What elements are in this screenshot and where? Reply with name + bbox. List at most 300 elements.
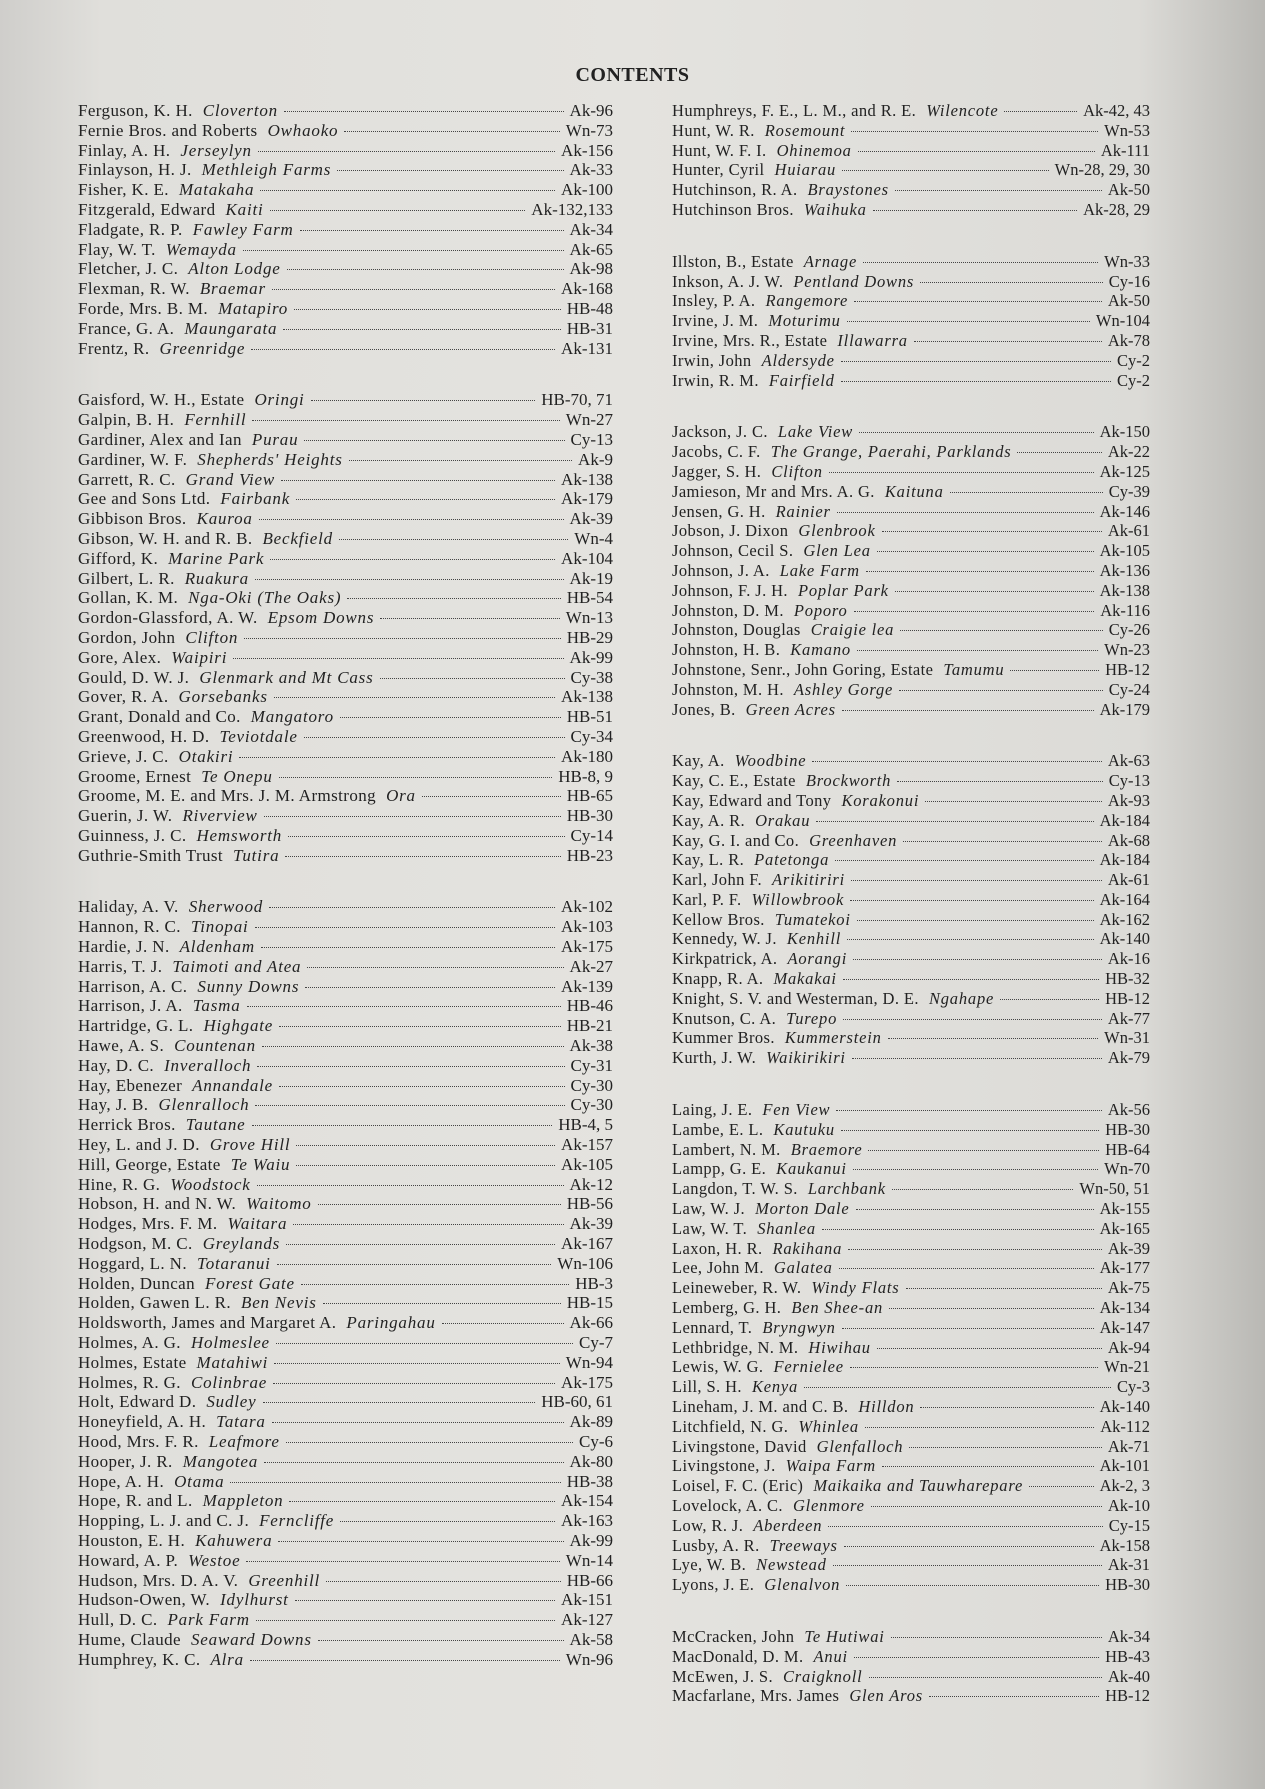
- index-entry: [672, 811, 1150, 831]
- dot-leader: [850, 1367, 1098, 1368]
- dot-leader: [854, 1657, 1099, 1658]
- dot-leader: [318, 1204, 561, 1205]
- owner-name: Kay, G. I. and Co.: [672, 830, 800, 850]
- page-reference: Ak-164: [1099, 889, 1150, 909]
- dot-leader: [1029, 1486, 1094, 1487]
- page-reference: Ak-63: [1107, 751, 1150, 771]
- dot-leader: [283, 329, 560, 330]
- property-name: Greylands: [202, 1234, 281, 1254]
- page-reference: Wn-27: [565, 410, 613, 430]
- property-name: Mangatoro: [250, 707, 334, 727]
- dot-leader: [288, 836, 564, 837]
- property-name: Sudley: [206, 1392, 257, 1412]
- property-name: Highgate: [203, 1016, 274, 1036]
- page-reference: Ak-168: [561, 279, 613, 299]
- page-reference: Ak-138: [561, 469, 613, 489]
- page-reference: HB-64: [1105, 1139, 1150, 1159]
- index-entry: [672, 831, 1150, 851]
- property-name: Waitomo: [246, 1194, 312, 1214]
- property-name: Waipa Farm: [785, 1456, 876, 1476]
- dot-leader: [340, 1521, 555, 1522]
- property-name: Matapiro: [218, 298, 289, 318]
- dot-leader: [304, 737, 565, 738]
- owner-name: Irvine, J. M.: [672, 311, 759, 331]
- index-group: [672, 101, 1150, 220]
- index-entry: [672, 1536, 1150, 1556]
- owner-name: Fisher, K. E.: [78, 180, 169, 200]
- owner-name: Knutson, C. A.: [672, 1008, 777, 1028]
- index-entry: [78, 1095, 613, 1115]
- property-name: Teviotdale: [219, 726, 298, 746]
- page-reference: Ak-116: [1100, 600, 1150, 620]
- index-entry: [672, 1120, 1150, 1140]
- dot-leader: [296, 1165, 555, 1166]
- property-name: Glenmore: [792, 1496, 865, 1515]
- index-entry: [672, 422, 1150, 442]
- owner-name: Hooper, J. R.: [78, 1451, 173, 1471]
- owner-name: Harrison, J. A.: [78, 996, 183, 1016]
- dot-leader: [442, 1323, 564, 1324]
- owner-name: Leineweber, R. W.: [672, 1278, 802, 1298]
- page-reference: HB-8, 9: [558, 766, 613, 786]
- page-reference: Wn-28, 29, 30: [1054, 160, 1150, 180]
- owner-name: Karl, P. F.: [672, 889, 742, 909]
- owner-name: Grieve, J. C.: [78, 746, 169, 766]
- property-name: Glen Aros: [849, 1686, 923, 1706]
- index-entry: [672, 620, 1150, 640]
- owner-name: Hoggard, L. N.: [78, 1253, 187, 1273]
- page-reference: Ak-38: [569, 1036, 613, 1056]
- property-name: Ora: [386, 786, 416, 806]
- dot-leader: [272, 289, 555, 290]
- property-name: Waihuka: [803, 199, 867, 219]
- dot-leader: [326, 1581, 561, 1582]
- dot-leader: [906, 1288, 1102, 1289]
- index-entry: [78, 937, 613, 957]
- page-reference: Ak-16: [1107, 949, 1150, 969]
- index-entry: [672, 910, 1150, 930]
- property-name: Craigknoll: [783, 1666, 863, 1686]
- page-reference: Ak-104: [561, 548, 613, 568]
- owner-name: Hill, George, Estate: [78, 1154, 221, 1174]
- page-reference: Ak-180: [561, 746, 613, 766]
- owner-name: Hodges, Mrs. F. M.: [78, 1214, 218, 1234]
- dot-leader: [847, 321, 1090, 322]
- dot-leader: [856, 1209, 1094, 1210]
- property-name: Glenalvon: [764, 1575, 841, 1595]
- dot-leader: [857, 920, 1094, 921]
- property-name: Braystones: [807, 180, 889, 200]
- owner-name: Hood, Mrs. F. R.: [78, 1432, 199, 1451]
- property-name: Fairfield: [768, 370, 835, 390]
- property-name: Matahiwi: [196, 1352, 269, 1372]
- owner-name: Gardiner, Alex and Ian: [78, 429, 242, 449]
- dot-leader: [244, 638, 561, 639]
- index-group: [672, 751, 1150, 1068]
- index-entry: [78, 1274, 613, 1294]
- owner-name: Gollan, K. M.: [78, 588, 179, 608]
- index-entry: [672, 870, 1150, 890]
- index-entry: [672, 291, 1150, 311]
- owner-name: Johnston, M. H.: [672, 679, 784, 699]
- page-reference: Ak-175: [561, 1372, 613, 1392]
- property-name: Waikirikiri: [766, 1048, 846, 1068]
- dot-leader: [300, 230, 564, 231]
- index-entry: [78, 1630, 613, 1650]
- property-name: Kaituna: [884, 481, 944, 501]
- property-name: Turepo: [786, 1008, 838, 1028]
- owner-name: Jackson, J. C.: [672, 422, 768, 442]
- index-group: [78, 101, 613, 358]
- page-reference: HB-54: [566, 588, 613, 608]
- dot-leader: [269, 907, 555, 908]
- dot-leader: [853, 959, 1102, 960]
- index-entry: [672, 929, 1150, 949]
- dot-leader: [279, 777, 553, 778]
- property-name: Aldersyde: [761, 350, 835, 370]
- property-name: Lake Farm: [779, 560, 860, 580]
- owner-name: Holmes, R. G.: [78, 1372, 181, 1392]
- page-reference: HB-29: [566, 627, 613, 647]
- dot-leader: [888, 1038, 1099, 1039]
- property-name: Maikaika and Tauwharepare: [813, 1476, 1024, 1496]
- page-reference: Ak-163: [561, 1511, 613, 1531]
- dot-leader: [828, 1526, 1103, 1527]
- property-name: Patetonga: [754, 850, 830, 870]
- property-name: Wilencote: [926, 101, 999, 120]
- page-reference: Ak-136: [1099, 560, 1150, 580]
- property-name: Hemsworth: [196, 825, 283, 845]
- property-name: Arikitiriri: [772, 870, 846, 890]
- dot-leader: [273, 1383, 555, 1384]
- owner-name: Lusby, A. R.: [672, 1535, 760, 1555]
- index-entry: [672, 1140, 1150, 1160]
- page-reference: Cy-30: [570, 1095, 613, 1115]
- page-reference: Ak-12: [569, 1174, 613, 1194]
- page-reference: Ak-138: [1099, 580, 1150, 600]
- property-name: Paringahau: [346, 1313, 436, 1333]
- owner-name: Low, R. J.: [672, 1515, 744, 1535]
- index-entry: [672, 561, 1150, 581]
- index-entry: [78, 259, 613, 279]
- index-entry: [672, 462, 1150, 482]
- dot-leader: [804, 1387, 1111, 1388]
- index-entry: [78, 1214, 613, 1234]
- page-reference: HB-15: [566, 1293, 613, 1313]
- dot-leader: [1000, 999, 1099, 1000]
- property-name: Galatea: [773, 1258, 833, 1278]
- property-name: Makakai: [773, 969, 837, 989]
- owner-name: Gordon-Glassford, A. W.: [78, 608, 258, 628]
- owner-name: Lethbridge, N. M.: [672, 1337, 799, 1357]
- index-entry: [672, 541, 1150, 561]
- page-reference: Ak-34: [1107, 1626, 1150, 1646]
- dot-leader: [852, 1058, 1102, 1059]
- page-reference: Ak-50: [1107, 291, 1150, 311]
- page-reference: Ak-39: [569, 509, 613, 529]
- page-reference: Cy-38: [570, 667, 613, 687]
- page-reference: HB-60, 61: [541, 1392, 613, 1412]
- dot-leader: [289, 1501, 555, 1502]
- property-name: Rangemore: [765, 291, 849, 311]
- page-reference: Ak-56: [1107, 1100, 1150, 1120]
- owner-name: Guthrie-Smith Trust: [78, 845, 224, 865]
- owner-name: Frentz, R.: [78, 338, 150, 358]
- dot-leader: [286, 1244, 555, 1245]
- index-entry: [78, 509, 613, 529]
- page-reference: Cy-26: [1108, 620, 1150, 640]
- dot-leader: [853, 1169, 1098, 1170]
- dot-leader: [1004, 111, 1077, 112]
- property-name: Purau: [251, 429, 299, 449]
- owner-name: Fernie Bros. and Roberts: [78, 120, 258, 140]
- page-reference: Ak-98: [569, 259, 613, 279]
- index-entry: [672, 1338, 1150, 1358]
- owner-name: Kirkpatrick, A.: [672, 949, 778, 969]
- property-name: Kenya: [751, 1377, 799, 1397]
- page-reference: Ak-111: [1100, 140, 1150, 160]
- dot-leader: [233, 658, 563, 659]
- right-column: [672, 101, 1150, 1738]
- owner-name: Irwin, R. M.: [672, 370, 759, 390]
- property-name: Braemore: [790, 1139, 863, 1159]
- dot-leader: [925, 801, 1102, 802]
- index-entry: [672, 1456, 1150, 1476]
- index-entry: [672, 1159, 1150, 1179]
- index-entry: [78, 1452, 613, 1472]
- index-entry: [672, 680, 1150, 700]
- page-reference: Cy-15: [1108, 1515, 1150, 1535]
- index-entry: [672, 581, 1150, 601]
- owner-name: Laxon, H. R.: [672, 1238, 763, 1258]
- dot-leader: [851, 131, 1098, 132]
- owner-name: Lovelock, A. C.: [672, 1496, 783, 1515]
- page-reference: HB-65: [566, 786, 613, 806]
- index-entry: [78, 489, 613, 509]
- dot-leader: [279, 1086, 564, 1087]
- page-reference: Ak-99: [569, 1530, 613, 1550]
- owner-name: Groome, Ernest: [78, 766, 192, 786]
- dot-leader: [865, 1427, 1094, 1428]
- page-reference: Cy-7: [579, 1333, 613, 1353]
- page-reference: Ak-28, 29: [1083, 199, 1150, 219]
- owner-name: Gaisford, W. H., Estate: [78, 390, 245, 410]
- property-name: Kamano: [790, 640, 851, 660]
- dot-leader: [304, 440, 564, 441]
- page-reference: Ak-158: [1099, 1535, 1150, 1555]
- property-name: Woodbine: [734, 751, 807, 771]
- index-entry: [78, 786, 613, 806]
- dot-leader: [274, 697, 555, 698]
- property-name: Morton Dale: [755, 1199, 850, 1219]
- page-reference: Ak-61: [1107, 870, 1150, 890]
- owner-name: Flexman, R. W.: [78, 279, 190, 299]
- index-entry: [78, 390, 613, 410]
- page-reference: Wn-31: [1104, 1028, 1150, 1048]
- dot-leader: [295, 1600, 555, 1601]
- dot-leader: [252, 420, 559, 421]
- owner-name: Garrett, R. C.: [78, 469, 176, 489]
- dot-leader: [307, 967, 563, 968]
- index-entry: [672, 1437, 1150, 1457]
- property-name: Rainier: [775, 501, 831, 521]
- page-reference: Cy-2: [1117, 370, 1150, 390]
- property-name: Grove Hill: [209, 1135, 291, 1155]
- dot-leader: [848, 1249, 1102, 1250]
- property-name: Beckfield: [262, 528, 333, 548]
- page-reference: Wn-104: [1095, 311, 1150, 331]
- index-entry: [78, 430, 613, 450]
- index-entry: [78, 1254, 613, 1274]
- page-reference: Ak-177: [1099, 1258, 1150, 1278]
- page-reference: Wn-50, 51: [1079, 1179, 1150, 1199]
- dot-leader: [422, 796, 561, 797]
- dot-leader: [920, 1407, 1093, 1408]
- property-name: Bryngwyn: [762, 1317, 836, 1337]
- index-entry: [78, 529, 613, 549]
- page-reference: Ak-175: [561, 937, 613, 957]
- page-reference: Wn-33: [1104, 251, 1150, 271]
- dot-leader: [868, 1150, 1099, 1151]
- owner-name: Howard, A. P.: [78, 1550, 179, 1570]
- owner-name: Lampp, G. E.: [672, 1159, 767, 1179]
- property-name: Glenbrook: [798, 521, 876, 541]
- page-reference: Ak-179: [1099, 699, 1150, 719]
- index-entry: [78, 707, 613, 727]
- dot-leader: [301, 1284, 569, 1285]
- page-reference: Cy-16: [1108, 271, 1150, 291]
- property-name: Greenhaven: [809, 830, 898, 850]
- page-reference: Cy-13: [1108, 771, 1150, 791]
- index-entry: [672, 1686, 1150, 1706]
- index-entry: [78, 1551, 613, 1571]
- dot-leader: [344, 131, 559, 132]
- owner-name: Fladgate, R. P.: [78, 219, 183, 239]
- page-reference: Ak-19: [569, 568, 613, 588]
- property-name: Poplar Park: [797, 580, 889, 600]
- property-name: Riverview: [182, 806, 258, 826]
- owner-name: Holden, Duncan: [78, 1273, 196, 1293]
- owner-name: Lewis, W. G.: [672, 1357, 764, 1377]
- index-entry: [672, 890, 1150, 910]
- owner-name: Hull, D. C.: [78, 1610, 158, 1630]
- dot-leader: [262, 1046, 564, 1047]
- index-group: [672, 1100, 1150, 1595]
- index-entry: [672, 1627, 1150, 1647]
- owner-name: Harrison, A. C.: [78, 976, 188, 996]
- dot-leader: [837, 512, 1094, 513]
- index-entry: [78, 279, 613, 299]
- owner-name: Irwin, John: [672, 350, 752, 370]
- owner-name: Lemberg, G. H.: [672, 1298, 782, 1318]
- index-entry: [672, 331, 1150, 351]
- index-entry: [78, 1036, 613, 1056]
- dot-leader: [318, 1640, 564, 1641]
- property-name: Ashley Gorge: [793, 679, 894, 699]
- page-reference: Ak-139: [561, 976, 613, 996]
- index-entry: [672, 502, 1150, 522]
- property-name: Otama: [174, 1471, 225, 1491]
- index-entry: [78, 1373, 613, 1393]
- owner-name: Knight, S. V. and Westerman, D. E.: [672, 988, 919, 1008]
- index-entry: [78, 1511, 613, 1531]
- dot-leader: [278, 1541, 563, 1542]
- owner-name: Hay, J. B.: [78, 1095, 149, 1115]
- index-entry: [78, 846, 613, 866]
- owner-name: Kay, A. R.: [672, 810, 746, 830]
- dot-leader: [270, 210, 526, 211]
- dot-leader: [842, 1328, 1094, 1329]
- index-entry: [672, 1397, 1150, 1417]
- owner-name: Greenwood, H. D.: [78, 726, 210, 746]
- owner-name: Forde, Mrs. B. M.: [78, 298, 209, 318]
- owner-name: France, G. A.: [78, 318, 175, 338]
- property-name: Sherwood: [188, 897, 264, 917]
- index-entry: [78, 806, 613, 826]
- property-name: Willowbrook: [751, 889, 845, 909]
- dot-leader: [247, 1006, 561, 1007]
- index-entry: [78, 1175, 613, 1195]
- page-reference: Ak-27: [569, 956, 613, 976]
- index-entry: [78, 917, 613, 937]
- property-name: Countenan: [174, 1036, 256, 1056]
- page-reference: Ak-66: [569, 1313, 613, 1333]
- page-reference: Ak-80: [569, 1451, 613, 1471]
- property-name: Otakiri: [178, 746, 234, 766]
- index-entry: [672, 1667, 1150, 1687]
- owner-name: Gibbison Bros.: [78, 509, 187, 529]
- property-name: Treeways: [769, 1535, 838, 1555]
- page-reference: Cy-2: [1117, 350, 1150, 370]
- page-reference: Ak-78: [1107, 330, 1150, 350]
- page-reference: Ak-147: [1099, 1317, 1150, 1337]
- owner-name: Gardiner, W. F.: [78, 449, 188, 469]
- property-name: Pentland Downs: [793, 271, 915, 291]
- page-reference: Ak-96: [569, 101, 613, 120]
- page-reference: Ak-2, 3: [1099, 1476, 1150, 1496]
- page-reference: Ak-75: [1107, 1278, 1150, 1298]
- page-reference: Ak-184: [1099, 850, 1150, 870]
- owner-name: Gifford, K.: [78, 548, 159, 568]
- page-reference: HB-12: [1105, 1686, 1150, 1706]
- owner-name: Lye, W. B.: [672, 1555, 747, 1575]
- property-name: Ruakura: [184, 568, 249, 588]
- dot-leader: [854, 301, 1102, 302]
- dot-leader: [259, 519, 564, 520]
- page-reference: Wn-94: [565, 1352, 613, 1372]
- owner-name: Illston, B., Estate: [672, 251, 794, 271]
- page-reference: Cy-3: [1117, 1377, 1150, 1397]
- page-reference: Wn-14: [565, 1550, 613, 1570]
- index-entry: [78, 180, 613, 200]
- index-group: [78, 390, 613, 865]
- index-entry: [78, 1076, 613, 1096]
- dot-leader: [899, 690, 1103, 691]
- dot-leader: [841, 1130, 1099, 1131]
- index-group: [672, 252, 1150, 391]
- page-reference: HB-46: [566, 996, 613, 1016]
- page-reference: Ak-22: [1107, 442, 1150, 462]
- index-entry: [78, 727, 613, 747]
- index-entry: [672, 272, 1150, 292]
- dot-leader: [257, 1185, 564, 1186]
- index-entry: [78, 1115, 613, 1135]
- property-name: Shepherds' Heights: [197, 449, 343, 469]
- index-entry: [672, 141, 1150, 161]
- dot-leader: [287, 269, 564, 270]
- index-entry: [78, 1293, 613, 1313]
- index-entry: [78, 1234, 613, 1254]
